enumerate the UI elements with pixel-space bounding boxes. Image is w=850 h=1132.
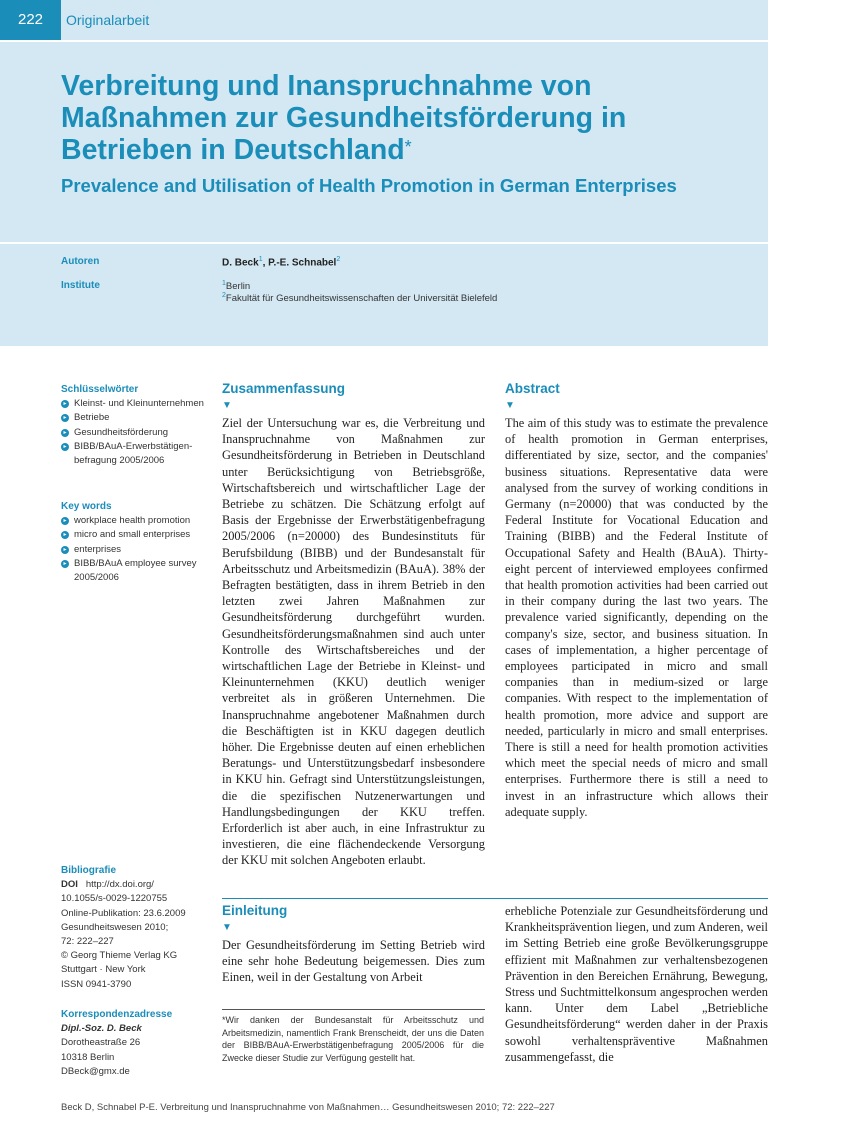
section-divider bbox=[222, 898, 768, 899]
article-subtitle: Prevalence and Utilisation of Health Promotion in German Enterprises bbox=[61, 175, 677, 196]
arrow-bullet-icon: ▸ bbox=[61, 400, 69, 408]
authors bbox=[222, 256, 340, 268]
arrow-bullet-icon: ▸ bbox=[61, 546, 69, 554]
authors-label: Autoren bbox=[61, 256, 100, 267]
abstract-heading: Abstract bbox=[505, 381, 560, 396]
keyword-en-item: ▸ BIBB/BAuA employee survey 2005/2006 bbox=[61, 557, 206, 585]
institute-1-name: Berlin bbox=[225, 281, 251, 293]
online-publication: Online-Publikation: 23.6.2009 bbox=[61, 907, 186, 919]
keyword-en-item: ▸ workplace health promotion bbox=[61, 514, 206, 528]
einleitung-text-right: erhebliche Potenziale zur Gesundheitsförderung und Krankheitsprävention liegen, und zum Anderen, weil im Setting Betrieb eine große Bevölkerungsgruppe effizient mit Maßnahmen zur verhaltensbezogenen Prävention in den Bereichen Ernährung, Bewegung, Stress und Suchtmittelkonsum angesprochen werden kann. Unter dem Label „Betriebliche Gesundheitsförderung“ werden daher in der Praxis sowohl verhaltenspräventive Maßnahmen zusammengefasst, die bbox=[505, 904, 768, 1064]
arrow-bullet-icon: ▸ bbox=[61, 414, 69, 422]
keyword-de-item: ▸ Kleinst- und Kleinunternehmen bbox=[61, 397, 206, 411]
footnote: *Wir danken der Bundesanstalt für Arbeitsschutz und Arbeitsmedizin, namentlich Frank Brenscheidt, der uns die Daten der BIBB/BAuA-Erwerbstätigenbefragung 2005/2006 für die Zwecke dieser Studie zur Verfügung gestellt hat. bbox=[222, 1015, 484, 1063]
arrow-bullet-icon: ▸ bbox=[61, 429, 69, 437]
institutes-label: Institute bbox=[61, 280, 100, 291]
footnote-divider bbox=[222, 1009, 485, 1010]
correspondence-street: Dorotheastraße 26 bbox=[61, 1037, 141, 1049]
copyright: © Georg Thieme Verlag KG bbox=[61, 950, 178, 962]
publisher-place: Stuttgart · New York bbox=[61, 964, 146, 976]
author-1: D. Beck bbox=[222, 257, 259, 269]
institute-1 bbox=[222, 280, 250, 292]
title-footnote-mark: * bbox=[404, 137, 412, 157]
keywords-en-heading: Key words bbox=[61, 501, 112, 512]
author-2-affiliation: 2 bbox=[336, 256, 341, 263]
keywords-de bbox=[61, 383, 206, 468]
abstract-text: The aim of this study was to estimate the prevalence of health promotion in German enterprises, differentiated by size, sector, and the companies' business situations. Representative data were analysed from the survey of working conditions in Germany (n=20000) that was conducted by the Federal Institute for Vocational Education and Training (BIBB) and the Federal Institute of Occupational Safety and Health (BAuA). Thirty-eight percent of interviewed employees confirmed that health promotion activities had been carried out in their company during the last two years. The prevalence varied significantly, depending on the company's size, sector, and business situation. In cases of implementation, a higher percentage of employees participated in micro and small companies than in medium-sized or large companies. With respect to the implementation of health promotion, more advice and support are needed, particularly in micro and small enterprises. There is still a need for health promotion activities which meet the special needs of micro and small enterprises. Furthermore there is still a need to invest in an infrastructure which allows their adequate supply. bbox=[505, 416, 768, 819]
correspondence-heading: Korrespondenzadresse bbox=[61, 1009, 173, 1020]
einleitung-heading: Einleitung bbox=[222, 903, 288, 918]
article-title bbox=[61, 70, 761, 166]
institute-1-number: 1 bbox=[222, 280, 226, 287]
triangle-down-icon: ▼ bbox=[222, 922, 232, 933]
keyword-de-item: ▸ BIBB/BAuA-Erwerbstätigen-befragung 2005/2006 bbox=[61, 440, 206, 468]
keyword-de-item: ▸ Gesundheitsförderung bbox=[61, 426, 206, 440]
triangle-down-icon: ▼ bbox=[222, 400, 232, 411]
keywords-de-heading: Schlüsselwörter bbox=[61, 384, 139, 395]
correspondence-email[interactable]: DBeck@gmx.de bbox=[61, 1065, 130, 1077]
author-separator: , bbox=[262, 257, 269, 269]
institute-2 bbox=[222, 292, 497, 304]
einleitung-text-left: Der Gesundheitsförderung im Setting Betrieb wird eine sehr hohe Bedeutung beigemessen. Dies zum Einen, weil in der Gestaltung von Arbeit bbox=[222, 938, 485, 985]
journal: Gesundheitswesen 2010; bbox=[61, 921, 169, 933]
page-number: 222 bbox=[0, 0, 61, 40]
arrow-bullet-icon: ▸ bbox=[61, 443, 69, 451]
keyword-en-item: ▸ micro and small enterprises bbox=[61, 528, 206, 542]
page-footer: Beck D, Schnabel P-E. Verbreitung und Inanspruchnahme von Maßnahmen… Gesundheitswesen 2010; 72: 222–227 bbox=[61, 1102, 555, 1113]
zusammenfassung-text: Ziel der Untersuchung war es, die Verbreitung und Inanspruchnahme von Maßnahmen zur Gesundheitsförderung in Betrieben in Deutschland unter Berücksichtigung von Betriebsgröße, Wirtschaftsbereich und wirtschaftlicher Lage der Betriebe zu schätzen. Die Schätzung erfolgt auf Basis der Ergebnisse der Erwerbstätigenbefragung 2005/2006 (n=20000) des Bundesinstituts für Berufsbildung (BIBB) und der Bundesanstalt für Arbeitsschutz und Arbeitsmedizin (BAuA). 38% der Befragten bestätigten, dass in ihrem Betrieb in den letzten zwei Jahren Maßnahmen zur Gesundheitsförderung durchgeführt wurden. Gesundheitsförderungsmaßnahmen sind auch unter Kontrolle des Wirtschaftsbereiches und der wirtschaftlichen Lage der Betriebe in Kleinst- und Kleinunternehmen (KKU) deutlich weniger verbreitet als in größeren Unternehmen. Die Inanspruchnahme angebotener Maßnahmen durch die Beschäftigten ist in KKU dagegen deutlich höher. Die Ergebnisse deuten auf einen erheblichen Beratungs- und Unterstützungsbedarf insbesondere in KKU hin. Gefragt sind Unterstützungsleistungen, die die spezifischen Nutzenerwartungen und Handlungsbedingungen der KKU treffen. Erforderlich ist aber auch, in eine Infrastruktur zu investieren, die eine flächendeckende Versorgung der KKU mit solchen Angeboten erlaubt. bbox=[222, 416, 485, 868]
title-text: Verbreitung und Inanspruchnahme von Maßnahmen zur Gesundheitsförderung in Betrieben in Deutschland bbox=[61, 70, 627, 166]
correspondence-name: Dipl.-Soz. D. Beck bbox=[61, 1023, 142, 1035]
keyword-en-item: ▸ enterprises bbox=[61, 543, 206, 557]
bibliography-heading: Bibliografie bbox=[61, 865, 117, 876]
arrow-bullet-icon: ▸ bbox=[61, 560, 69, 568]
correspondence-block bbox=[61, 1008, 211, 1079]
keyword-de-item: ▸ Betriebe bbox=[61, 411, 206, 425]
doi-url-2[interactable]: 10.1055/s-0029-1220755 bbox=[61, 893, 168, 905]
correspondence-city: 10318 Berlin bbox=[61, 1051, 115, 1063]
arrow-bullet-icon: ▸ bbox=[61, 531, 69, 539]
header-divider bbox=[0, 40, 768, 42]
doi-label: DOI bbox=[61, 879, 78, 891]
section-label: Originalarbeit bbox=[66, 12, 150, 28]
institute-2-number: 2 bbox=[222, 292, 226, 299]
triangle-down-icon: ▼ bbox=[505, 400, 515, 411]
zusammenfassung-heading: Zusammenfassung bbox=[222, 381, 346, 396]
arrow-bullet-icon: ▸ bbox=[61, 517, 69, 525]
volume: 72: 222–227 bbox=[61, 936, 114, 948]
author-2: P.-E. Schnabel bbox=[268, 257, 337, 269]
keywords-en bbox=[61, 500, 206, 585]
doi-line bbox=[61, 878, 211, 892]
author-1-affiliation: 1 bbox=[258, 256, 263, 263]
bibliography-block bbox=[61, 864, 211, 992]
issn: ISSN 0941-3790 bbox=[61, 978, 132, 990]
institute-2-name: Fakultät für Gesundheitswissenschaften der Universität Bielefeld bbox=[225, 293, 498, 305]
doi-url-1[interactable]: http://dx.doi.org/ bbox=[85, 879, 154, 891]
title-divider bbox=[0, 242, 768, 244]
